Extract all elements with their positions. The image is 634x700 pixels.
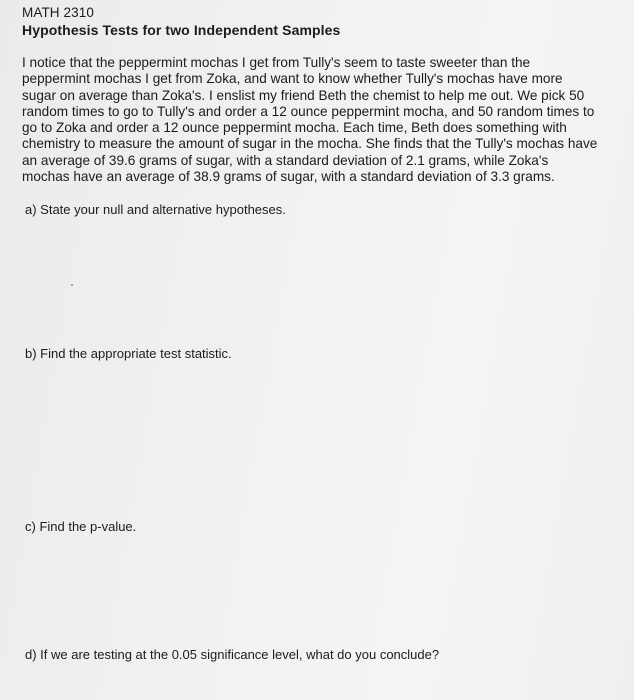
problem-statement <box>22 55 622 185</box>
problem-line: peppermint mochas I get from Zoka, and want to know whether Tully's mochas have more <box>22 71 563 87</box>
paper-speck <box>71 284 73 286</box>
problem-line: chemistry to measure the amount of sugar in the mocha. She finds that the Tully's mochas have <box>22 136 598 152</box>
problem-line: random times to go to Tully's and order a 12 ounce peppermint mocha, and 50 random times to <box>22 103 595 119</box>
problem-line: an average of 39.6 grams of sugar, with a standard deviation of 2.1 grams, while Zoka's <box>22 152 549 168</box>
question-d: d) If we are testing at the 0.05 significance level, what do you conclude? <box>25 647 440 662</box>
problem-line: mochas have an average of 38.9 grams of sugar, with a standard deviation of 3.3 grams. <box>22 169 555 185</box>
course-label: MATH 2310 <box>22 5 94 20</box>
problem-line: go to Zoka and order a 12 ounce peppermint mocha. Each time, Beth does something with <box>22 120 567 136</box>
question-b: b) Find the appropriate test statistic. <box>25 346 232 361</box>
problem-line: I notice that the peppermint mochas I get from Tully's seem to taste sweeter than the <box>22 55 531 70</box>
question-a: a) State your null and alternative hypotheses. <box>25 202 286 217</box>
problem-line: sugar on average than Zoka's. I enslist my friend Beth the chemist to help me out. We pick 50 <box>22 87 585 103</box>
question-c: c) Find the p-value. <box>25 519 137 534</box>
worksheet-title: Hypothesis Tests for two Independent Samples <box>22 22 341 38</box>
